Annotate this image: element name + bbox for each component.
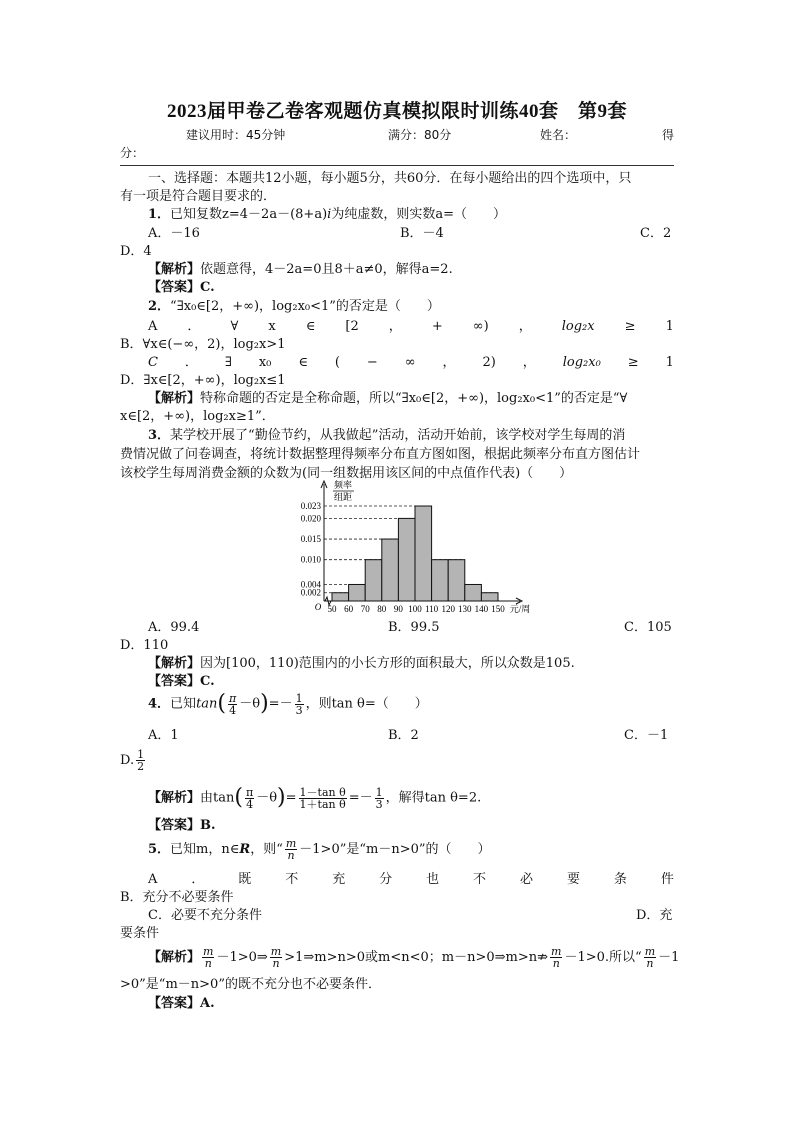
q4-analysis bbox=[148, 786, 481, 811]
y-tick-label: 0.015 bbox=[300, 534, 321, 545]
q3-analysis bbox=[148, 655, 575, 673]
q2-c-part: ∃ bbox=[224, 355, 232, 370]
q3-option-c: C．105 bbox=[624, 620, 672, 635]
q5-a-part: 要 bbox=[566, 872, 580, 887]
q4-frac-num: π bbox=[229, 691, 237, 705]
q2-c-part: x₀ bbox=[258, 355, 272, 370]
q2-c-part: ， bbox=[442, 355, 456, 370]
q5-a-frac-num: m bbox=[644, 945, 656, 958]
q4-a-frac13-num: 1 bbox=[375, 785, 383, 799]
q2-number: 2． bbox=[148, 299, 171, 314]
q5-option-d-1: D．充 bbox=[636, 908, 673, 923]
q5-option-b: B．充分不必要条件 bbox=[120, 890, 234, 905]
q1-stem-a: 已知复数z=4－2a－(8+a) bbox=[170, 207, 328, 222]
q2-analysis-line1 bbox=[148, 390, 627, 408]
x-tick-label: 80 bbox=[377, 604, 387, 614]
q2-option-b: B．∀x∈(−∞，2)，log₂x>1 bbox=[120, 337, 286, 352]
y-tick-label: 0.020 bbox=[300, 513, 321, 524]
q5-analysis-line2: >0”是“m－n>0”的既不充分也不必要条件． bbox=[120, 977, 381, 992]
q5-a-frac-den: n bbox=[204, 957, 212, 970]
q5-a-part: 不 bbox=[473, 872, 487, 887]
histogram-bar bbox=[382, 539, 399, 601]
histogram-bar bbox=[332, 593, 349, 601]
q4-stem-pre: 已知 bbox=[170, 696, 197, 712]
q2-option-d: D．∃x∈[2，+∞)，log₂x≤1 bbox=[120, 373, 286, 388]
q2-a-part: ∞) bbox=[472, 319, 489, 334]
q3-stem-line3: 该校学生每周消费金额的众数为(同一组数据用该区间的中点值作代表)（ ） bbox=[120, 466, 573, 481]
q2-option-a bbox=[148, 318, 674, 336]
q4-option-d bbox=[120, 749, 147, 773]
q2-a-part: A bbox=[148, 319, 158, 334]
q4-a-frac-pi4 bbox=[245, 787, 254, 810]
q1-answer bbox=[148, 279, 215, 297]
q2-c-part: ∈ bbox=[298, 355, 308, 370]
histogram-bar bbox=[349, 584, 366, 601]
q2-a-part: [2 bbox=[345, 319, 359, 334]
q2-c-part: ． bbox=[184, 355, 198, 370]
q5-a-part: A bbox=[148, 872, 158, 887]
q5-a-frac-den: n bbox=[646, 957, 654, 970]
histogram-bar bbox=[481, 593, 498, 601]
q3-option-a: A．99.4 bbox=[148, 620, 200, 635]
y-tick-label: 0.002 bbox=[300, 587, 321, 598]
q5-a-frac-num: m bbox=[203, 945, 214, 958]
q2-c-part: ≥ bbox=[627, 355, 639, 370]
q3-stem-line2: 费情况做了问卷调查，将统计数据整理得频率分布直方图如图，根据此频率分布直方图估计 bbox=[120, 447, 641, 462]
q5-a-part: ． bbox=[191, 872, 205, 887]
q1-answer-value: C. bbox=[200, 280, 215, 295]
q5-a-frac4 bbox=[644, 946, 656, 969]
q1-option-b: B．－4 bbox=[400, 226, 444, 241]
q5-analysis-line1 bbox=[148, 946, 679, 970]
page-title: 2023届甲卷乙卷客观题仿真模拟限时训练40套 第9套 bbox=[166, 101, 627, 122]
q1-option-a: A．－16 bbox=[148, 226, 200, 241]
q4-answer-value: B. bbox=[200, 818, 216, 833]
q2-a-part: log₂x bbox=[561, 319, 595, 334]
q4-option-d-frac bbox=[136, 749, 145, 772]
y-tick-label: 0.023 bbox=[300, 501, 321, 511]
q5-a-part: 也 bbox=[426, 872, 440, 887]
q1-stem-i: i bbox=[327, 207, 332, 222]
q2-analysis-text-1: 特称命题的否定是全称命题，所以“∃x₀∈[2，+∞)，log₂x₀<1”的否定是“∀ bbox=[200, 391, 628, 406]
q2-c-part: ( bbox=[334, 355, 340, 370]
q1-option-d: D．4 bbox=[120, 244, 152, 259]
q4-stem bbox=[148, 692, 428, 717]
q1-analysis-tag: 【解析】 bbox=[148, 262, 201, 277]
q4-analysis-pre: 由tan bbox=[200, 790, 235, 806]
q5-number: 5． bbox=[148, 842, 171, 857]
q1-analysis-text: 依题意得，4－2a=0且8＋a≠0，解得a=2. bbox=[200, 262, 453, 277]
histogram-bar bbox=[432, 560, 449, 601]
q3-stem-line1 bbox=[148, 427, 625, 445]
x-tick-label: 130 bbox=[458, 604, 472, 614]
q5-stem bbox=[148, 838, 491, 862]
q4-a-frac-13 bbox=[375, 787, 384, 810]
q2-a-part: ， bbox=[518, 319, 532, 334]
q4-a-paren-open: ( bbox=[234, 785, 243, 810]
q5-seg4: －1 bbox=[658, 950, 680, 965]
section-intro-line1: 一、选择题：本题共12小题，每小题5分，共60分．在每小题给出的四个选项中，只 bbox=[148, 171, 632, 186]
time-label: 建议用时：45分钟 bbox=[186, 128, 286, 142]
q5-a-frac-den: n bbox=[272, 957, 280, 970]
q5-answer-value: A. bbox=[200, 996, 215, 1011]
q4-option-c: C．－1 bbox=[624, 728, 669, 743]
q4-frac-num: 1 bbox=[295, 691, 303, 705]
section-intro-line2: 有一项是符合题目要求的． bbox=[120, 189, 277, 204]
q4-a-paren-close: ) bbox=[277, 785, 286, 810]
q4-a-frac-tan bbox=[299, 787, 347, 810]
q4-analysis-minus-theta: －θ bbox=[256, 790, 278, 806]
q2-c-part: ， bbox=[522, 355, 536, 370]
q5-seg1: －1>0⇒ bbox=[216, 950, 268, 965]
histogram-bar bbox=[415, 506, 432, 601]
q2-stem bbox=[148, 298, 440, 316]
q3-answer bbox=[148, 673, 215, 691]
q5-answer bbox=[148, 995, 215, 1013]
q5-frac-num: m bbox=[285, 837, 297, 850]
q5-stem-mid: ，则“ bbox=[250, 842, 283, 857]
q2-a-part: ≥ bbox=[624, 319, 636, 334]
q5-seg3: －1>0.所以“ bbox=[564, 950, 642, 965]
q2-c-part: 1 bbox=[665, 355, 674, 370]
score-got-label: 得 bbox=[662, 128, 675, 142]
q5-analysis-tag: 【解析】 bbox=[148, 950, 201, 965]
x-tick-label: 90 bbox=[393, 604, 403, 614]
x-tick-label: 140 bbox=[474, 604, 489, 614]
q5-option-d-2: 要条件 bbox=[120, 926, 160, 941]
q3-analysis-text: 因为[100，110)范围内的小长方形的面积最大，所以众数是105. bbox=[200, 656, 575, 671]
origin-label: O bbox=[314, 602, 322, 612]
q5-a-frac3 bbox=[550, 946, 562, 969]
q5-frac-den: n bbox=[287, 849, 295, 862]
q5-a-frac-num: m bbox=[270, 945, 282, 958]
q2-c-part: ∞ bbox=[404, 355, 416, 370]
q5-stem-after: －1>0”是“m－n>0”的（ ） bbox=[299, 842, 491, 857]
q4-minus-theta: －θ bbox=[239, 696, 261, 712]
q5-a-part: 条 bbox=[613, 872, 627, 887]
q4-answer bbox=[148, 817, 216, 835]
frequency-histogram bbox=[280, 478, 540, 616]
name-label: 姓名： bbox=[540, 128, 577, 142]
q4-d-den-2: 2 bbox=[137, 760, 145, 773]
q4-paren-close: ) bbox=[260, 691, 269, 716]
histogram-bar bbox=[398, 518, 415, 601]
histogram-bars bbox=[332, 506, 498, 601]
q4-option-d-label: D. bbox=[120, 753, 135, 768]
q2-analysis-tag: 【解析】 bbox=[148, 391, 201, 406]
x-tick-label: 50 bbox=[327, 604, 337, 614]
q1-stem bbox=[148, 206, 506, 224]
q4-analysis-tag: 【解析】 bbox=[148, 790, 201, 806]
q1-answer-tag: 【答案】 bbox=[148, 280, 201, 295]
q4-analysis-eq: = bbox=[285, 790, 297, 806]
y-tick-label: 0.004 bbox=[300, 579, 321, 590]
q3-answer-value: C. bbox=[200, 674, 215, 689]
q4-analysis-eq2: =－ bbox=[348, 790, 373, 806]
q3-option-b: B．99.5 bbox=[388, 620, 440, 635]
y-axis-label-bottom: 组距 bbox=[334, 492, 353, 502]
x-tick-label: 110 bbox=[425, 604, 439, 614]
q2-a-part: ． bbox=[187, 319, 201, 334]
histogram-bar bbox=[448, 560, 465, 601]
x-tick-label: 100 bbox=[408, 604, 422, 614]
score-label: 满分：80分 bbox=[388, 128, 452, 142]
histogram-bar bbox=[365, 560, 382, 601]
q1-option-c: C．2 bbox=[640, 226, 672, 241]
q5-stem-r: R bbox=[239, 842, 251, 857]
q5-a-frac1 bbox=[202, 946, 214, 969]
q5-a-frac-num: m bbox=[551, 945, 562, 958]
q4-frac-den: 3 bbox=[295, 703, 303, 717]
q4-frac-13 bbox=[295, 693, 304, 716]
q3-number: 3． bbox=[148, 428, 171, 443]
q5-seg2: >1⇒m>n>0或m<n<0；m－n>0⇒m>n⇏ bbox=[284, 950, 549, 965]
q5-frac-mn bbox=[285, 838, 297, 861]
q4-analysis-post: ，解得tan θ=2. bbox=[385, 790, 482, 806]
q4-d-num: 1 bbox=[137, 748, 145, 761]
x-tick-label: 70 bbox=[360, 604, 370, 614]
header-divider bbox=[120, 165, 674, 166]
q4-tan: tan bbox=[196, 696, 218, 712]
q4-paren-open: ( bbox=[217, 691, 227, 716]
q2-a-part: ， bbox=[388, 319, 402, 334]
q5-a-frac2 bbox=[270, 946, 282, 969]
q5-stem-pre: 已知m，n∈ bbox=[170, 842, 240, 857]
q4-stem-post: ，则tan θ=（ ） bbox=[305, 696, 428, 712]
x-tick-label: 120 bbox=[441, 604, 455, 614]
y-axis-label-top: 频率 bbox=[334, 480, 353, 490]
q2-a-part: ∀ bbox=[230, 319, 239, 334]
q5-a-part: 件 bbox=[660, 872, 674, 887]
q5-option-a bbox=[148, 871, 674, 889]
q4-a-frac-den: 4 bbox=[246, 797, 254, 811]
q4-a-frac-tan-den: 1＋tan θ bbox=[299, 797, 346, 811]
y-tick-label: 0.010 bbox=[300, 554, 321, 565]
x-axis-label: 元/周 bbox=[509, 604, 531, 614]
q4-frac-den: 4 bbox=[229, 703, 237, 717]
q3-analysis-tag: 【解析】 bbox=[148, 656, 201, 671]
q3-answer-tag: 【答案】 bbox=[148, 674, 201, 689]
q4-a-frac-tan-num: 1－tan θ bbox=[299, 785, 346, 799]
q5-a-part: 必 bbox=[520, 872, 534, 887]
q2-a-part: + bbox=[431, 319, 443, 334]
x-tick-label: 150 bbox=[491, 604, 505, 614]
q2-c-part: C bbox=[148, 355, 158, 370]
q4-a-frac-num: π bbox=[245, 785, 254, 799]
histogram-bar bbox=[465, 584, 482, 601]
score-got-label-2: 分： bbox=[120, 146, 145, 160]
q2-stem-text: “∃x₀∈[2，+∞)，log₂x₀<1”的否定是（ ） bbox=[170, 299, 440, 314]
q4-number: 4． bbox=[148, 696, 171, 712]
q4-frac-pi4 bbox=[228, 693, 237, 716]
q2-a-part: x bbox=[268, 319, 276, 334]
q2-a-part: 1 bbox=[665, 319, 674, 334]
x-tick-label: 60 bbox=[344, 604, 354, 614]
q3-stem-1: 某学校开展了“勤俭节约，从我做起”活动，活动开始前，该学校对学生每周的消 bbox=[170, 428, 626, 443]
q1-stem-b: 为纯虚数，则实数a=（ ） bbox=[331, 207, 506, 222]
q2-analysis-line2: x∈[2，+∞)，log₂x≥1”． bbox=[120, 409, 275, 424]
q4-eq: =－ bbox=[268, 696, 293, 712]
q1-number: 1． bbox=[148, 207, 171, 222]
q4-a-frac13-den: 3 bbox=[375, 797, 383, 811]
q5-answer-tag: 【答案】 bbox=[148, 996, 201, 1011]
q4-answer-tag: 【答案】 bbox=[148, 818, 201, 833]
q4-option-a: A．1 bbox=[148, 728, 179, 743]
q4-option-b: B．2 bbox=[388, 728, 419, 743]
q2-c-part: log₂x₀ bbox=[562, 355, 601, 370]
q2-c-part: 2) bbox=[482, 355, 496, 370]
q2-c-part: − bbox=[366, 355, 378, 370]
q1-analysis bbox=[148, 261, 453, 279]
q3-option-d: D．110 bbox=[120, 638, 169, 653]
q5-a-frac-den: n bbox=[552, 957, 560, 970]
q5-option-c: C．必要不充分条件 bbox=[148, 908, 262, 923]
q2-option-c bbox=[148, 354, 674, 372]
q5-a-part: 分 bbox=[379, 872, 393, 887]
q5-a-part: 不 bbox=[285, 872, 299, 887]
q5-a-part: 充 bbox=[332, 872, 346, 887]
q2-a-part: ∈ bbox=[305, 319, 316, 334]
q5-a-part: 既 bbox=[238, 872, 252, 887]
